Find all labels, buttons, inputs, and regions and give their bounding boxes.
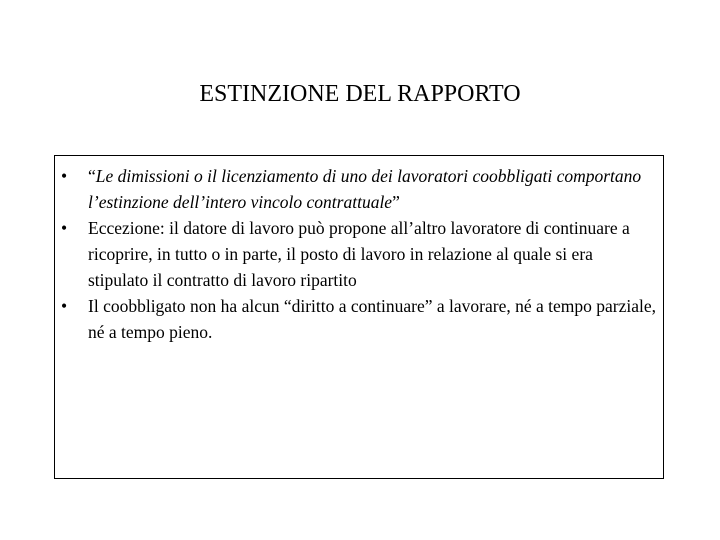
bullet-list xyxy=(55,156,663,345)
bullet-marker: • xyxy=(61,296,68,316)
bullet-item-eccezione xyxy=(55,215,657,293)
bullet-text-coobbligato: Il coobbligato non ha alcun “diritto a continuare” a lavorare, né a tempo parziale, né a tempo pieno. xyxy=(88,296,657,342)
bullet-open-quote: “ xyxy=(88,166,96,186)
bullet-item-coobbligato xyxy=(55,293,657,345)
slide-title: ESTINZIONE DEL RAPPORTO xyxy=(199,81,521,107)
bullet-item-dimissioni xyxy=(55,163,657,215)
content-box xyxy=(54,155,664,479)
bullet-text-dimissioni: Le dimissioni o il licenziamento di uno dei lavoratori coobbligati comportano l’estinzione dell’intero vincolo contrattuale xyxy=(88,166,642,212)
bullet-marker: • xyxy=(61,166,68,186)
bullet-marker: • xyxy=(61,218,68,238)
bullet-text-eccezione: Eccezione: il datore di lavoro può propone all’altro lavoratore di continuare a ricoprire, in tutto o in parte, il posto di lavoro in relazione al quale si era stipulato il contratto di lavoro ripartito xyxy=(88,218,630,290)
bullet-close-quote: ” xyxy=(392,192,400,212)
